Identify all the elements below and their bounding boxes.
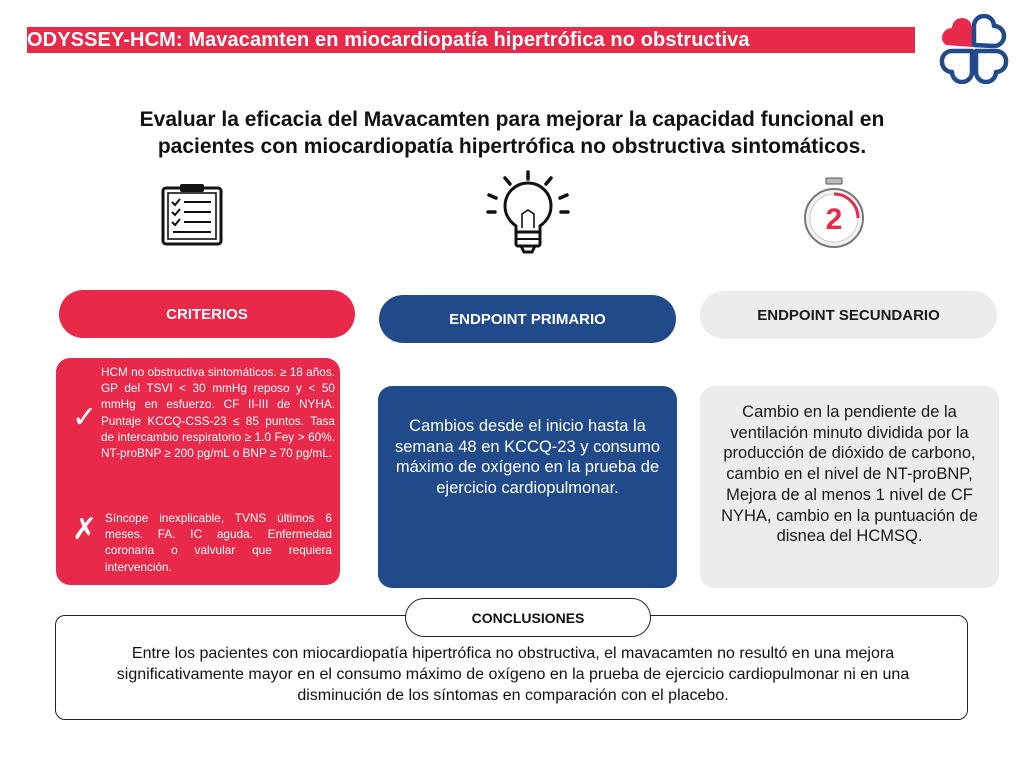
study-objective <box>50 106 974 160</box>
criteria-box <box>56 358 340 585</box>
criteria-header: CRITERIOS <box>59 290 355 338</box>
stopwatch-2-icon <box>800 176 868 248</box>
inclusion-criteria: HCM no obstructiva sintomáticos. ≥ 18 años. GP del TSVI < 30 mmHg reposo y < 50 mmHg en esfuerzo. CF II-III de NYHA. Puntaje KCCQ-CSS-23 ≤ 85 puntos. Tasa de intercambio respiratorio ≥ 1.0 Fey > 60%. NT-proBNP ≥ 200 pg/mL o BNP ≥ 70 pg/mL. <box>101 365 335 461</box>
secondary-endpoint-box <box>700 386 999 588</box>
exclusion-criteria: Síncope inexplicable, TVNS últimos 6 meses. FA. IC aguda. Enfermedad coronaria o valvular que requiera intervención. <box>105 511 332 574</box>
conclusions-header: CONCLUSIONES <box>405 598 651 637</box>
lightbulb-icon <box>483 170 573 260</box>
exclusion-x-icon: ✗ <box>72 513 98 546</box>
clipboard-checklist-icon <box>158 183 226 247</box>
objective-line-2: pacientes con miocardiopatía hipertrófica no obstructiva sintomáticos. <box>157 135 867 158</box>
primary-endpoint-text: Cambios desde el inicio hasta la semana 48 en KCCQ-23 y consumo máximo de oxígeno en la prueba de ejercicio cardiopulmonar. <box>394 417 661 498</box>
secondary-endpoint-text: Cambio en la pendiente de la ventilación minuto dividida por la producción de dióxido de carbono, cambio en el nivel de NT-proBNP, Mejora de al menos 1 nivel de CF NYHA, cambio en la puntuación de disnea del HCMSQ. <box>721 403 978 546</box>
inclusion-check-icon: ✓ <box>72 401 98 434</box>
heart-logo-icon <box>938 14 1010 84</box>
conclusions-text: Entre los pacientes con miocardiopatía hipertrófica no obstructiva, el mavacamten no resultó en una mejora significativamente mayor en el consumo máximo de oxígeno en la prueba de ejercicio cardiopulmonar ni en una disminución de los síntomas en comparación con el placebo. <box>116 645 910 704</box>
svg-text:2: 2 <box>825 203 843 236</box>
secondary-endpoint-header: ENDPOINT SECUNDARIO <box>700 291 997 339</box>
page-title: ODYSSEY-HCM: Mavacamten en miocardiopatía hipertrófica no obstructiva <box>27 27 915 53</box>
objective-line-1: Evaluar la eficacia del Mavacamten para mejorar la capacidad funcional en <box>139 108 885 131</box>
primary-endpoint-box <box>378 386 677 588</box>
primary-endpoint-header: ENDPOINT PRIMARIO <box>379 295 676 343</box>
